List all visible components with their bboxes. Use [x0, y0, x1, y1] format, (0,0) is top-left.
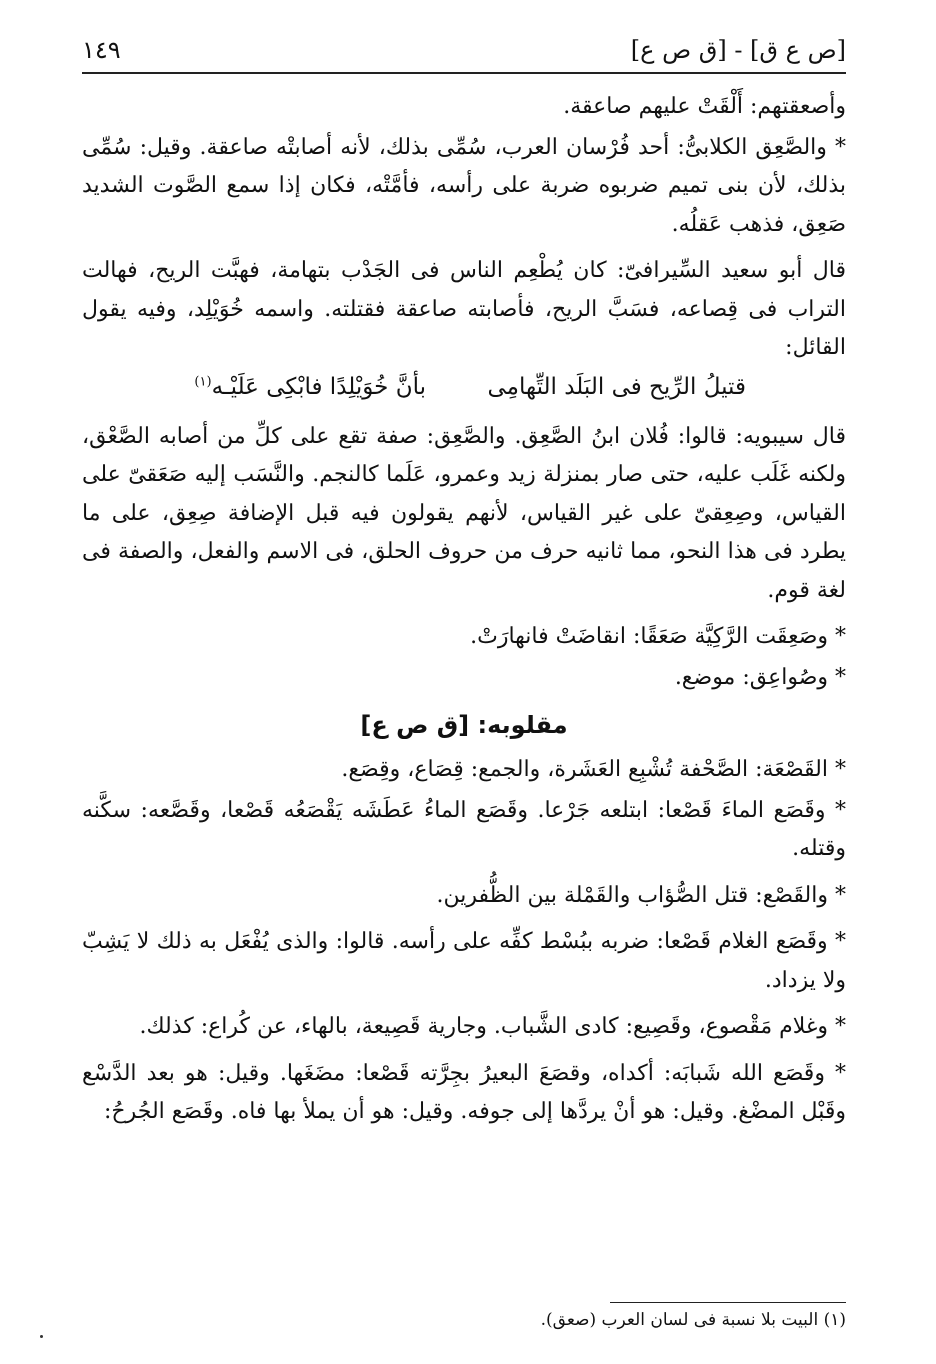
- paragraph: * وغلام مَقْصوع، وقَصِيع: كادى الشَّباب. وجارية قَصِيعة، بالهاء، عن كُراع: كذلك.: [139, 1014, 846, 1039]
- paragraph: * القَصْعَة: الصَّحْفة تُشْبِع العَشَرة، والجمع: قِصَاع، وقِصَع.: [341, 757, 846, 782]
- paragraph: * وصُواعِق: موضع.: [674, 664, 846, 690]
- verse-hemistich-2-text: بأنَّ خُوَيْلِدًا فابْكِى عَلَيْـه: [211, 373, 426, 400]
- header-rule: [82, 72, 846, 74]
- footnote-rule: [610, 1302, 846, 1303]
- section-heading: مقلوبه: [ق ص ع]: [360, 711, 568, 739]
- verse-hemistich-1: قتيلُ الرِّيح فى البَلَد التِّهامِى: [487, 373, 746, 400]
- page-header: [82, 36, 846, 72]
- paragraph: قال أبو سعيد السِّيرافىّ: كان يُطْعِم الناس فى الجَدْب بتهامة، فهبَّت الريح، فهالت التراب فى قِصاعه، فسَبَّ الريح، فأصابته صاعقة فقتلته. واسمه خُوَيْلِد، وفيه يقول القائل:: [82, 258, 846, 360]
- page-body: [82, 88, 846, 1140]
- paragraph: * والقَصْع: قتل الصُّؤاب والقَمْلة بين الظُّفرين.: [436, 882, 846, 908]
- page-number: ١٤٩: [82, 36, 121, 64]
- footnote: (١) البيت بلا نسبة فى لسان العرب (صعق).: [540, 1310, 846, 1330]
- paragraph: * وقَصَع الماءَ قَصْعا: ابتلعه جَرْعا. وقَصَع الماءُ عَطَشَه يَقْصَعُه قَصْعا، وقَصَّعه: سكَّنه وقتله.: [82, 797, 846, 861]
- paragraph: * وقَصَع الله شَبابَه: أكداه، وقصَعَ البعيرُ بجِرَّته قَصْعا: مضَغَها. وقيل: هو بعد الدَّسْع وقَبْل المضْغ. وقيل: هو أنْ يردَّها إلى جوفه. وقيل: هو أن يملأ بها فاه. وقَصَع الجُرحُ:: [82, 1060, 846, 1124]
- root-label: [ص ع ق] - [ق ص ع]: [630, 36, 846, 64]
- paragraph: وأصعقتهم: أَلْقَتْ عليهم صاعقة.: [563, 94, 846, 119]
- paragraph: * والصَّعِق الكلابىُّ: أحد فُرْسان العرب، سُمِّى بذلك، لأنه أصابتْه صاعقة. وقيل: سُمِّى بذلك، لأن بنى تميم ضربوه ضربة على رأسه، فأمَّتْه، فكان إذا سمع الصَّوت الشديد صَعِق، فذهب عَقلُه.: [82, 134, 846, 237]
- scan-speck: [40, 1335, 43, 1338]
- poem-verse: [82, 370, 846, 414]
- paragraph: قال سيبويه: قالوا: فُلان ابنُ الصَّعِق. والصَّعِق: صفة تقع على كلِّ من أصابه الصَّعْق، ولكنه غَلَب عليه، حتى صار بمنزلة زيد وعمرو، عَلَما كالنجم. والنَّسَب إليه صَعَقىّ على القياس، وصِعِقىّ على غير القياس، لأنهم يقولون فيه قبل الإضافة صِعِق، على ما يطرد فى هذا النحو، مما ثانيه حرف من حروف الحلق، فى الاسم والفعل، والصفة فى لغة قوم.: [82, 423, 846, 603]
- paragraph: * وصَعِقَت الرَّكِيَّة صَعَقًا: انقاضَتْ فانهارَتْ.: [470, 624, 846, 649]
- paragraph: * وقَصَع الغلام قَصْعا: ضربه ببُسْط كفِّه على رأسه. قالوا: والذى يُفْعَل به ذلك لا يَشِبّ ولا يزداد.: [82, 929, 846, 993]
- verse-hemistich-2: [194, 374, 426, 400]
- footnote-marker: (١): [194, 373, 212, 389]
